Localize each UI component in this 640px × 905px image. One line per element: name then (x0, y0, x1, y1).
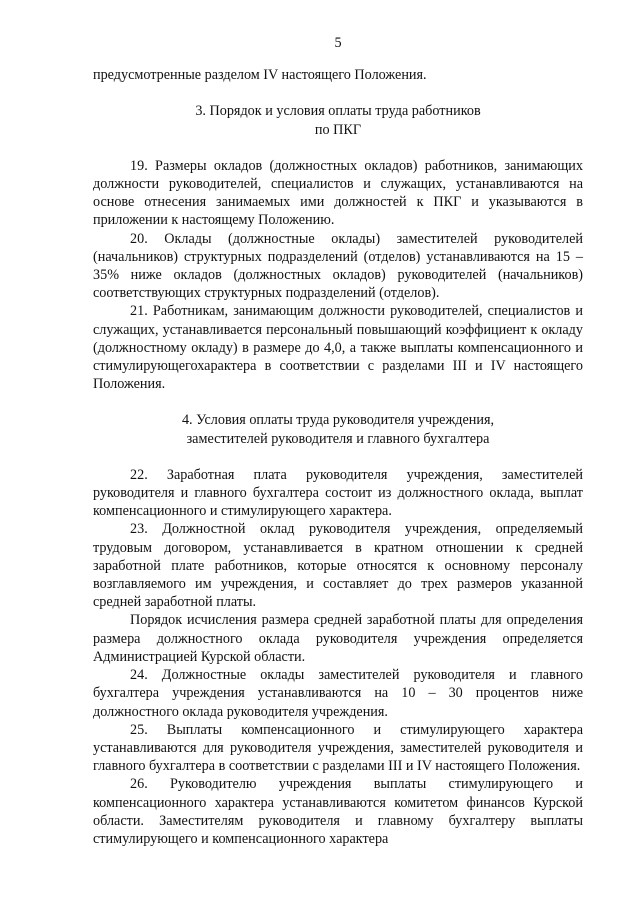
section-3-heading-line-2: по ПКГ (314, 121, 362, 138)
page-number: 5 (334, 35, 342, 51)
paragraph-20: 20. Оклады (должностные оклады) заместителей руководителей (начальников) структурных подразделений (отделов) устанавливаются на 15 – 35% ниже окладов (должностных окладов) руководителей (начальников) соответствующих структурных подразделений (отделов). (93, 230, 583, 302)
lead-paragraph: предусмотренные разделом IV настоящего Положения. (93, 67, 427, 84)
paragraph-25: 25. Выплаты компенсационного и стимулирующего характера устанавливаются для руководителя учреждения, заместителей руководителя и главного бухгалтера в соответствии с разделами III и IV настоящего Положения. (93, 721, 583, 775)
section-4-heading-line-1: 4. Условия оплаты труда руководителя учреждения, (181, 412, 495, 429)
paragraph-23: 23. Должностной оклад руководителя учреждения, определяемый трудовым договором, устанавливается в кратном отношении к средней заработной плате работников, которые относятся к основному персоналу возглавляемого им учреждения, и составляет до трех размеров указанной средней заработной платы. (93, 521, 583, 611)
paragraph-24: 24. Должностные оклады заместителей руководителя и главного бухгалтера учреждения устанавливаются на 10 – 30 процентов ниже должностного оклада руководителя учреждения. (93, 667, 583, 720)
paragraph-23-procedure: Порядок исчисления размера средней заработной платы для определения размера должностного оклада руководителя учреждения определяется Администрацией Курской области. (93, 612, 583, 665)
paragraph-22: 22. Заработная плата руководителя учреждения, заместителей руководителя и главного бухгалтера состоит из должностного оклада, выплат компенсационного и стимулирующего характера. (93, 466, 583, 520)
paragraph-19: 19. Размеры окладов (должностных окладов) работников, занимающих должности руководителей, специалистов и служащих, устанавливаются на основе отнесения занимаемых ими должностей к ПКГ и указываются в приложении к настоящему Положению. (93, 157, 583, 229)
document-page (93, 34, 583, 848)
paragraph-26: 26. Руководителю учреждения выплаты стимулирующего и компенсационного характера устанавливаются комитетом финансов Курской области. Заместителям руководителя и главному бухгалтеру выплаты стимулирующего и компенсационного характера (93, 776, 583, 847)
paragraph-21: 21. Работникам, занимающим должности руководителей, специалистов и служащих, устанавливается персональный повышающий коэффициент к окладу (должностному окладу) в размере до 4,0, а также выплаты компенсационного и стимулирующегохарактера в соответствии с разделами III и IV настоящего Положения. (93, 303, 583, 393)
section-3-heading-line-1: 3. Порядок и условия оплаты труда работников (195, 103, 481, 120)
section-4-heading-line-2: заместителей руководителя и главного бухгалтера (186, 430, 490, 447)
